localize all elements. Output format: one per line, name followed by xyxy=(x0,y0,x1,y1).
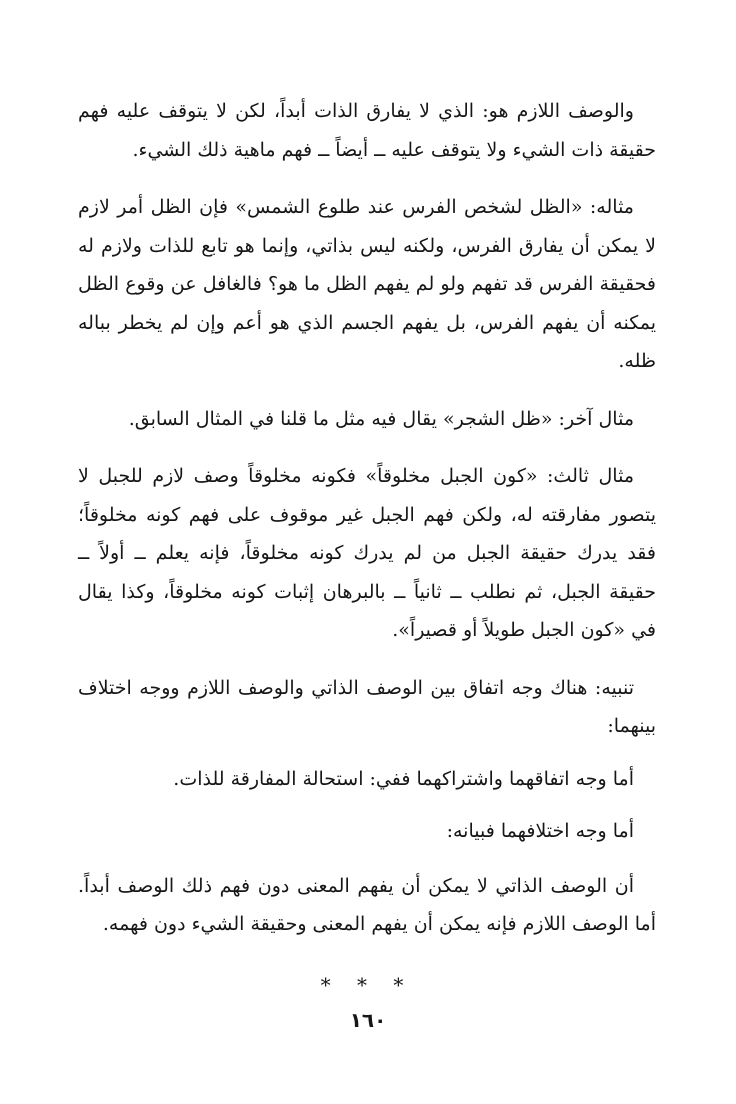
paragraph-agreement: أما وجه اتفاقهما واشتراكهما ففي: استحالة المفارقة للذات. xyxy=(173,767,634,790)
paragraph-difference-explanation: أن الوصف الذاتي لا يمكن أن يفهم المعنى دون فهم ذلك الوصف أبداً. أما الوصف اللازم فإنه يمكن أن يفهم المعنى وحقيقة الشيء دون فهمه. xyxy=(78,874,656,935)
page-body xyxy=(78,92,656,1000)
paragraph-lazim-definition: والوصف اللازم هو: الذي لا يفارق الذات أبداً، لكن لا يتوقف عليه فهم حقيقة ذات الشيء ولا يتوقف عليه ــ أيضاً ــ فهم ماهية ذلك الشيء. xyxy=(78,100,656,161)
paragraph-example-tree-shadow: مثال آخر: «ظل الشجر» يقال فيه مثل ما قلنا في المثال السابق. xyxy=(128,407,634,430)
paragraph-difference-heading: أما وجه اختلافهما فبيانه: xyxy=(446,820,634,842)
section-separator: * * * xyxy=(320,972,414,997)
paragraph-example-mountain: مثال ثالث: «كون الجبل مخلوقاً» فكونه مخلوقاً وصف لازم للجبل لا يتصور مفارقته له، ولكن فهم الجبل غير موقوف على فهم كونه مخلوقاً؛ فقد يدرك حقيقة الجبل من لم يدرك كونه مخلوقاً، فإنه يعلم ــ أولاً ــ حقيقة الجبل، ثم نطلب ــ ثانياً ــ بالبرهان إثبات كونه مخلوقاً، وكذا يقال في «كون الجبل طويلاً أو قصيراً». xyxy=(78,465,656,641)
paragraph-example-horse-shadow: مثاله: «الظل لشخص الفرس عند طلوع الشمس» فإن الظل أمر لازم لا يمكن أن يفارق الفرس، ولكنه ليس بذاتي، وإنما هو تابع للذات ولازم له فحقيقة الفرس قد تفهم ولو لم يفهم الظل ما هو؟ فالغافل عن وقوع الظل يمكنه أن يفهم الفرس، بل يفهم الجسم الذي هو أعم وإن لم يخطر بباله ظله. xyxy=(78,196,656,372)
paragraph-note: تنبيه: هناك وجه اتفاق بين الوصف الذاتي والوصف اللازم ووجه اختلاف بينهما: xyxy=(78,676,656,737)
page-number: ١٦٠ xyxy=(349,1008,387,1032)
